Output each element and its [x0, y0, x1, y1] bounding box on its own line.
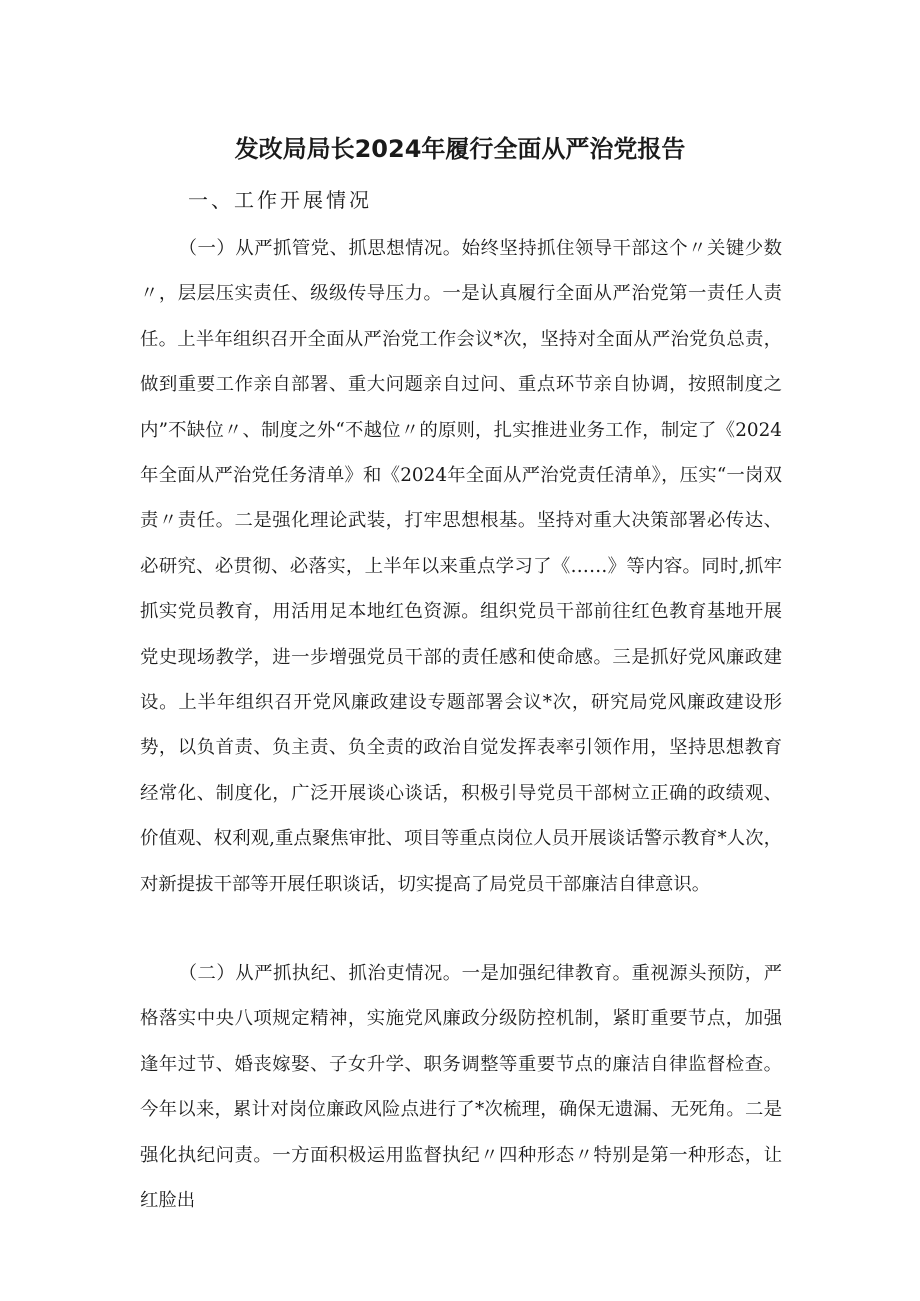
body-paragraph-2: （二）从严抓执纪、抓治吏情况。一是加强纪律教育。重视源头预防，严格落实中央八项规定精神，实施党风廉政分级防控机制，紧盯重要节点，加强逢年过节、婚丧嫁娶、子女升学、职务调整等重要节点的廉洁自律监督检查。今年以来，累计对岗位廉政风险点进行了*次梳理，确保无遗漏、无死角。二是强化执纪问责。一方面积极运用监督执纪〃四种形态〃特别是第一种形态，让红脸出	[140, 963, 782, 1212]
document-title: 发改局局长2024年履行全面从严治党报告	[234, 135, 686, 163]
section-heading: 一、工作开展情况	[188, 188, 372, 212]
body-paragraph-1: （一）从严抓管党、抓思想情况。始终坚持抓住领导干部这个〃关键少数〃，层层压实责任、级级传导压力。一是认真履行全面从严治党第一责任人责任。上半年组织召开全面从严治党工作会议*次，坚持对全面从严治党负总责，做到重要工作亲自部署、重大问题亲自过问、重点环节亲自协调，按照制度之内”不缺位〃、制度之外“不越位〃的原则，扎实推进业务工作，制定了《2024年全面从严治党任务清单》和《2024年全面从严治党责任清单》，压实“一岗双责〃责任。二是强化理论武装，打牢思想根基。坚持对重大决策部署必传达、必研究、必贯彻、必落实，上半年以来重点学习了《……》等内容。同时,抓牢抓实党员教育，用活用足本地红色资源。组织党员干部前往红色教育基地开展党史现场教学，进一步增强党员干部的责任感和使命感。三是抓好党风廉政建设。上半年组织召开党风廉政建设专题部署会议*次，研究局党风廉政建设形势，以负首责、负主责、负全责的政治自觉发挥表率引领作用，坚持思想教育经常化、制度化，广泛开展谈心谈话，积极引导党员干部树立正确的政绩观、价值观、权利观,重点聚焦审批、项目等重点岗位人员开展谈话警示教育*人次，对新提拔干部等开展任职谈话，切实提高了局党员干部廉洁自律意识。	[140, 238, 782, 895]
